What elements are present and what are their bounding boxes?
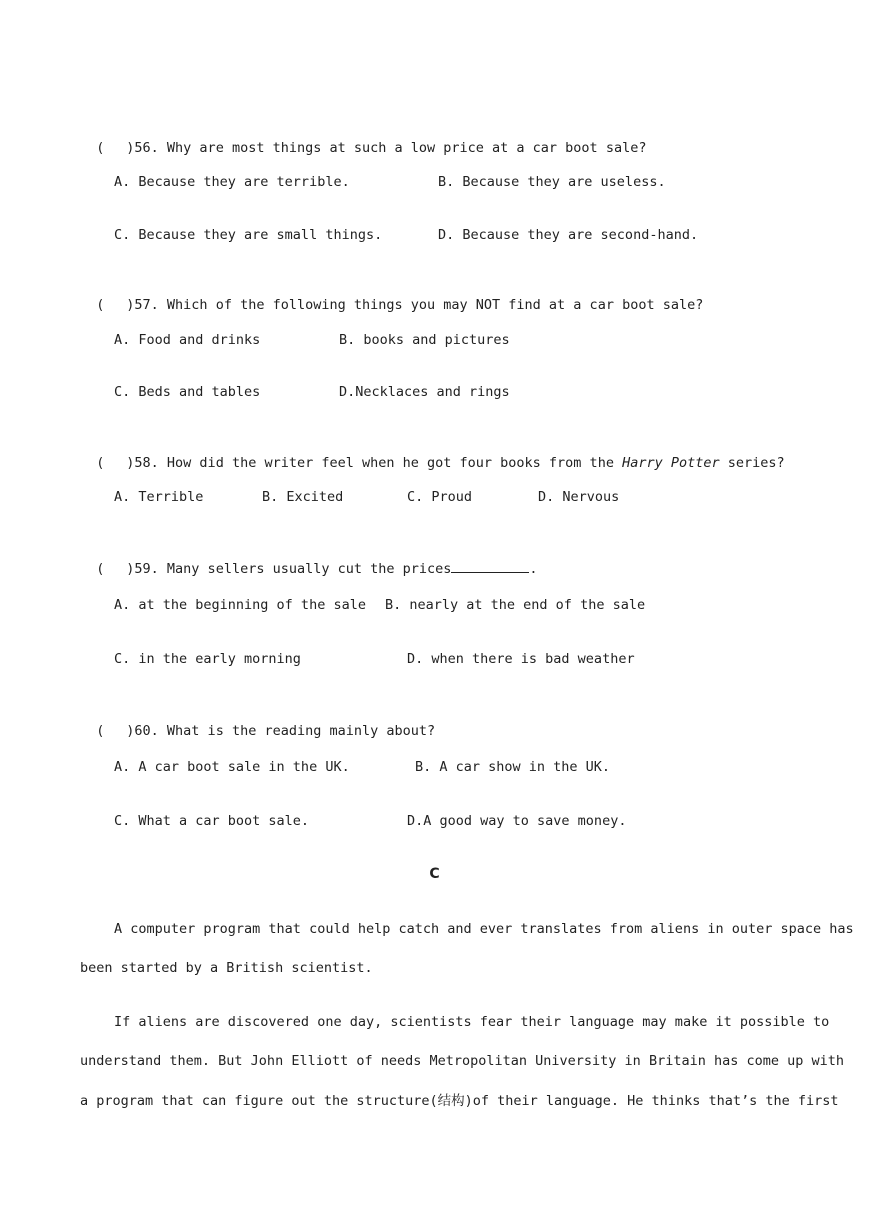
paragraph-2-line-1: If aliens are discovered one day, scientists fear their language may make it possible to [114, 1014, 830, 1030]
answer-bracket: ( [96, 140, 105, 156]
option-57-c: C. Beds and tables [114, 384, 261, 400]
answer-bracket: ( [96, 297, 105, 313]
section-title: C [429, 866, 440, 882]
question-59 [80, 542, 538, 578]
question-56 [80, 121, 646, 157]
question-text-end: series? [719, 455, 785, 471]
book-title: Harry Potter [622, 455, 720, 471]
option-56-d: D. Because they are second-hand. [438, 227, 699, 243]
question-number: )56. [126, 140, 159, 156]
question-57 [80, 278, 703, 314]
option-60-b: B. A car show in the UK. [415, 759, 611, 775]
answer-blank [451, 560, 529, 573]
option-58-d: D. Nervous [538, 489, 620, 505]
question-number: )58. [126, 455, 159, 471]
option-60-c: C. What a car boot sale. [114, 813, 310, 829]
option-59-d: D. when there is bad weather [407, 651, 635, 667]
question-text-end: . [529, 561, 538, 577]
option-57-d: D.Necklaces and rings [339, 384, 510, 400]
option-58-a: A. Terrible [114, 489, 204, 505]
paragraph-1-line-1: A computer program that could help catch and ever translates from aliens in outer space has [114, 921, 854, 937]
answer-bracket: ( [96, 455, 105, 471]
question-text: Why are most things at such a low price at a car boot sale? [166, 140, 647, 156]
question-text: How did the writer feel when he got four books from the [166, 455, 623, 471]
question-number: )60. [126, 723, 159, 739]
question-text: Which of the following things you may NOT find at a car boot sale? [166, 297, 704, 313]
option-60-a: A. A car boot sale in the UK. [114, 759, 350, 775]
answer-bracket: ( [96, 723, 105, 739]
paragraph-2-line-3: a program that can figure out the structure(结构)of their language. He thinks that’s the first [80, 1093, 839, 1109]
option-57-a: A. Food and drinks [114, 332, 261, 348]
option-59-a: A. at the beginning of the sale [114, 597, 366, 613]
option-58-c: C. Proud [407, 489, 473, 505]
option-56-b: B. Because they are useless. [438, 174, 666, 190]
question-60 [80, 704, 435, 740]
option-60-d: D.A good way to save money. [407, 813, 627, 829]
question-text: What is the reading mainly about? [166, 723, 436, 739]
option-57-b: B. books and pictures [339, 332, 510, 348]
question-number: )59. [126, 561, 159, 577]
question-text: Many sellers usually cut the prices [166, 561, 452, 577]
paragraph-2-line-2: understand them. But John Elliott of needs Metropolitan University in Britain has come up with [80, 1053, 845, 1069]
question-58 [80, 436, 785, 472]
question-number: )57. [126, 297, 159, 313]
option-59-c: C. in the early morning [114, 651, 301, 667]
option-59-b: B. nearly at the end of the sale [385, 597, 646, 613]
option-56-c: C. Because they are small things. [114, 227, 383, 243]
paragraph-1-line-2: been started by a British scientist. [80, 960, 373, 976]
option-58-b: B. Excited [262, 489, 344, 505]
option-56-a: A. Because they are terrible. [114, 174, 350, 190]
answer-bracket: ( [96, 561, 105, 577]
